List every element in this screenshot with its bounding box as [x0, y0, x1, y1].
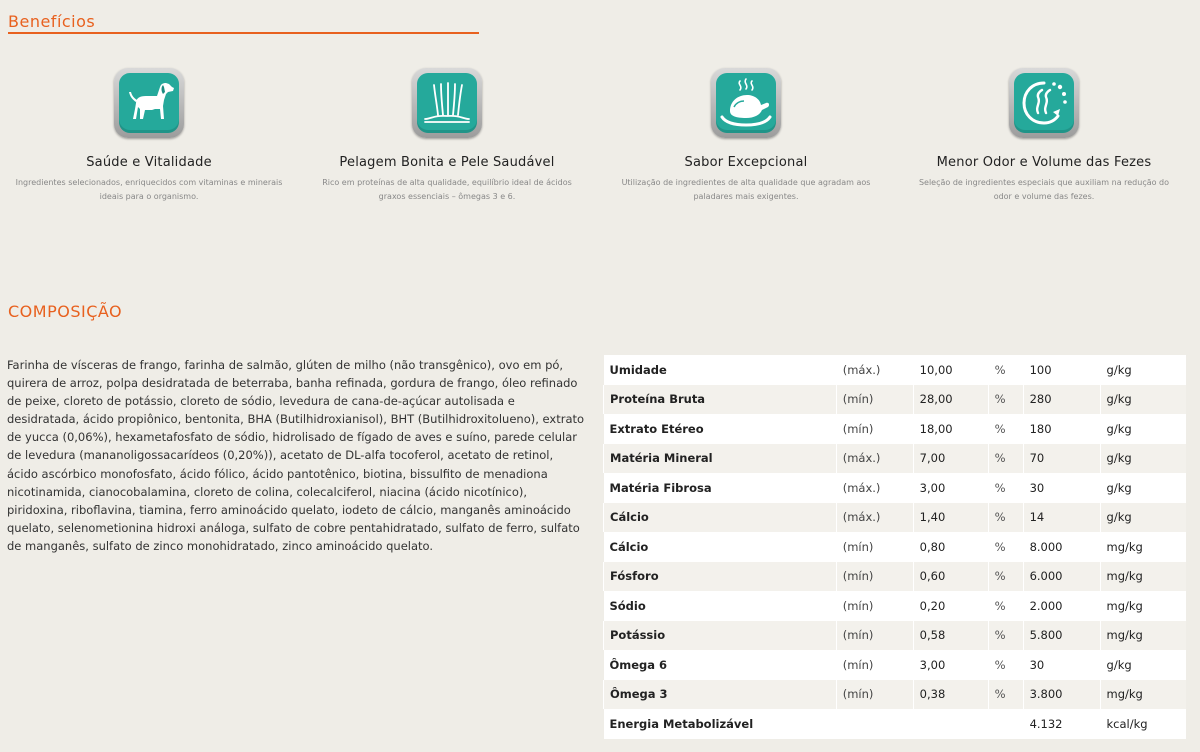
- nutrient-name: Matéria Fibrosa: [604, 473, 837, 503]
- nutrient-amount: 30: [1023, 650, 1100, 680]
- nutrient-percent-value: 0,60: [913, 562, 988, 592]
- nutrient-unit: g/kg: [1100, 473, 1186, 503]
- benefit-icon-frame: [711, 68, 781, 138]
- nutrient-unit: g/kg: [1100, 355, 1186, 385]
- nutrient-percent-value: 7,00: [913, 444, 988, 474]
- nutrient-percent-value: 0,58: [913, 621, 988, 651]
- table-row: [604, 680, 1187, 710]
- benefit-title: Sabor Excepcional: [684, 155, 808, 170]
- table-row: [604, 444, 1187, 474]
- nutrient-qualifier: (máx.): [836, 355, 913, 385]
- nutrient-unit: g/kg: [1100, 503, 1186, 533]
- benefit-description: Utilização de ingredientes de alta qualidade que agradam aos paladares mais exigentes.: [621, 178, 871, 201]
- nutrient-percent-value: 1,40: [913, 503, 988, 533]
- nutrient-amount: 4.132: [1023, 709, 1100, 739]
- nutrient-amount: 280: [1023, 385, 1100, 415]
- nutrient-name: Fósforo: [604, 562, 837, 592]
- nutrient-percent-sign: %: [988, 532, 1023, 562]
- benefit-card: [895, 68, 1193, 204]
- nutrient-percent-sign: %: [988, 621, 1023, 651]
- benefit-icon-frame: [114, 68, 184, 138]
- nutrient-qualifier: (mín): [836, 680, 913, 710]
- table-row: [604, 562, 1187, 592]
- nutrient-amount: 3.800: [1023, 680, 1100, 710]
- nutrient-name: Extrato Etéreo: [604, 414, 837, 444]
- dog-icon: [119, 73, 179, 133]
- nutrition-table: [603, 355, 1186, 739]
- nutrient-amount: 6.000: [1023, 562, 1100, 592]
- benefit-card: [597, 68, 895, 204]
- nutrient-qualifier: (mín): [836, 385, 913, 415]
- nutrient-qualifier: (máx.): [836, 503, 913, 533]
- benefits-row: [0, 68, 1200, 218]
- nutrient-percent-value: 28,00: [913, 385, 988, 415]
- composition-text: Farinha de vísceras de frango, farinha de salmão, glúten de milho (não transgênico), ovo em pó, quirera de arroz, polpa desidratada de beterraba, banha refinada, gordura de frango, óleo refinado de peixe, cloreto de potássio, cloreto de sódio, levedura de cana-de-açúcar autolisada e desidratada, ácido propiônico, bentonita, BHA (Butilhidroxianisol), BHT (Butilhidroxitolueno), extrato de yucca (0,06%), hexametafosfato de sódio, hidrolisado de fígado de aves e suíno, parede celular de levedura (mananoligossacarídeos (0,20%)), acetato de DL-alfa tocoferol, acetato de retinol, ácido ascórbico monofosfato, ácido fólico, ácido pantotênico, biotina, bissulfito de menadiona nicotinamida, cianocobalamina, cloreto de colina, colecalciferol, niacina (ácido nicotínico), piridoxina, riboflavina, tiamina, ferro aminoácido quelato, iodeto de cálcio, manganês aminoácido quelato, selenometionina hidroxi análoga, sulfato de cobre pentahidratado, sulfato de ferro, sulfato de manganês, sulfato de zinco monohidratado, zinco aminoácido quelato.: [7, 358, 585, 553]
- nutrient-name: Cálcio: [604, 503, 837, 533]
- nutrient-name: Cálcio: [604, 532, 837, 562]
- nutrient-amount: 180: [1023, 414, 1100, 444]
- nutrient-percent-sign: %: [988, 562, 1023, 592]
- nutrient-percent-value: 0,20: [913, 591, 988, 621]
- nutrient-percent-sign: %: [988, 503, 1023, 533]
- table-row: [604, 591, 1187, 621]
- nutrient-name: Proteína Bruta: [604, 385, 837, 415]
- nutrient-unit: kcal/kg: [1100, 709, 1186, 739]
- nutrient-percent-sign: %: [988, 414, 1023, 444]
- nutrient-percent-sign: %: [988, 650, 1023, 680]
- table-row: [604, 355, 1187, 385]
- benefit-title: Menor Odor e Volume das Fezes: [936, 155, 1152, 170]
- nutrient-amount: 8.000: [1023, 532, 1100, 562]
- nutrient-percent-sign: %: [988, 355, 1023, 385]
- benefit-title: Saúde e Vitalidade: [86, 155, 212, 170]
- nutrient-percent-value: 0,38: [913, 680, 988, 710]
- nutrient-unit: mg/kg: [1100, 680, 1186, 710]
- nutrient-amount: 2.000: [1023, 591, 1100, 621]
- nutrient-unit: g/kg: [1100, 385, 1186, 415]
- nutrient-unit: mg/kg: [1100, 621, 1186, 651]
- nutrient-qualifier: (máx.): [836, 444, 913, 474]
- hair-skin-icon: [417, 73, 477, 133]
- nutrient-unit: g/kg: [1100, 444, 1186, 474]
- table-row: [604, 621, 1187, 651]
- benefit-description: Seleção de ingredientes especiais que auxiliam na redução do odor e volume das fezes.: [918, 178, 1170, 201]
- nutrient-qualifier: (mín): [836, 591, 913, 621]
- benefit-icon-frame: [1009, 68, 1079, 138]
- nutrient-qualifier: (mín): [836, 562, 913, 592]
- benefit-card: [298, 68, 596, 204]
- nutrient-qualifier: (mín): [836, 414, 913, 444]
- nutrient-name: Umidade: [604, 355, 837, 385]
- nutrient-percent-value: 18,00: [913, 414, 988, 444]
- nutrient-percent-value: [913, 709, 988, 739]
- nutrient-qualifier: [836, 709, 913, 739]
- nutrient-percent-value: 10,00: [913, 355, 988, 385]
- nutrient-percent-sign: [988, 709, 1023, 739]
- nutrient-unit: g/kg: [1100, 414, 1186, 444]
- nutrient-qualifier: (mín): [836, 650, 913, 680]
- nutrient-name: Energia Metabolizável: [604, 709, 837, 739]
- composition-heading: COMPOSIÇÃO: [8, 302, 123, 321]
- nutrient-percent-value: 0,80: [913, 532, 988, 562]
- table-row: [604, 385, 1187, 415]
- benefits-underline: [8, 32, 479, 34]
- nutrient-name: Ômega 3: [604, 680, 837, 710]
- table-row: [604, 414, 1187, 444]
- nutrient-name: Ômega 6: [604, 650, 837, 680]
- nutrient-amount: 100: [1023, 355, 1100, 385]
- nutrient-amount: 30: [1023, 473, 1100, 503]
- benefit-title: Pelagem Bonita e Pele Saudável: [339, 155, 555, 170]
- nutrient-percent-sign: %: [988, 385, 1023, 415]
- table-row: [604, 503, 1187, 533]
- nutrient-qualifier: (mín): [836, 621, 913, 651]
- nutrient-amount: 70: [1023, 444, 1100, 474]
- nutrient-percent-sign: %: [988, 591, 1023, 621]
- table-row: [604, 650, 1187, 680]
- table-row: [604, 473, 1187, 503]
- table-row: [604, 532, 1187, 562]
- benefit-description: Ingredientes selecionados, enriquecidos com vitaminas e minerais ideais para o organismo.: [15, 178, 283, 201]
- nutrient-qualifier: (máx.): [836, 473, 913, 503]
- nutrient-percent-sign: %: [988, 473, 1023, 503]
- nutrient-name: Potássio: [604, 621, 837, 651]
- nutrient-unit: mg/kg: [1100, 532, 1186, 562]
- nutrient-unit: mg/kg: [1100, 562, 1186, 592]
- table-row: [604, 709, 1187, 739]
- nutrient-qualifier: (mín): [836, 532, 913, 562]
- benefits-heading: Benefícios: [8, 12, 96, 31]
- roast-chicken-icon: [716, 73, 776, 133]
- nutrient-percent-value: 3,00: [913, 473, 988, 503]
- benefit-description: Rico em proteínas de alta qualidade, equilíbrio ideal de ácidos graxos essenciais – ômegas 3 e 6.: [322, 178, 572, 201]
- nutrient-amount: 14: [1023, 503, 1100, 533]
- nutrient-percent-sign: %: [988, 680, 1023, 710]
- odor-swirl-icon: [1014, 73, 1074, 133]
- benefit-card: [0, 68, 298, 204]
- nutrient-name: Sódio: [604, 591, 837, 621]
- nutrient-percent-sign: %: [988, 444, 1023, 474]
- nutrient-unit: mg/kg: [1100, 591, 1186, 621]
- nutrient-name: Matéria Mineral: [604, 444, 837, 474]
- nutrient-percent-value: 3,00: [913, 650, 988, 680]
- nutrient-unit: g/kg: [1100, 650, 1186, 680]
- benefit-icon-frame: [412, 68, 482, 138]
- nutrient-amount: 5.800: [1023, 621, 1100, 651]
